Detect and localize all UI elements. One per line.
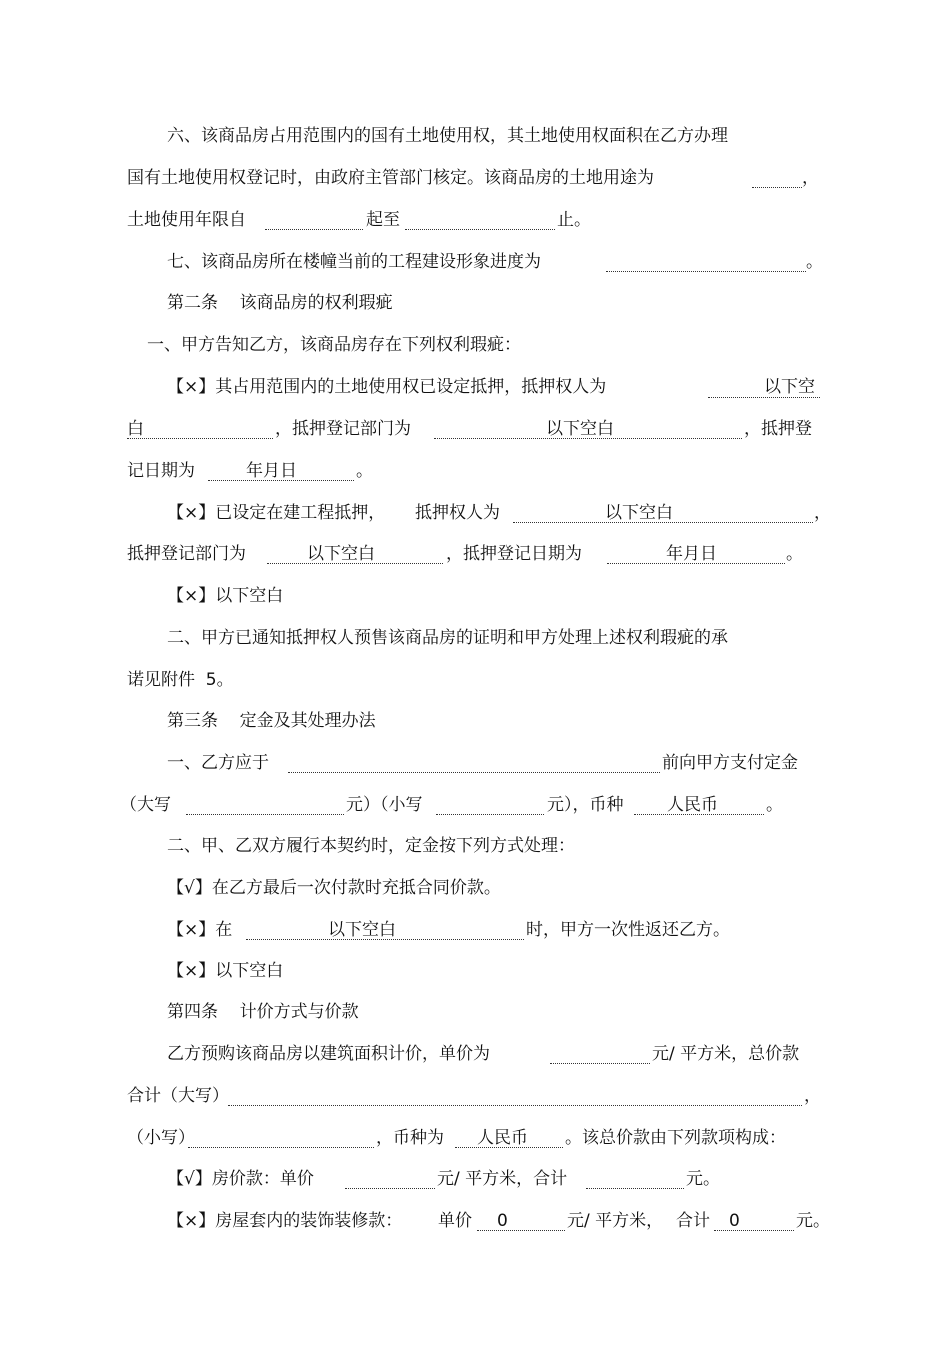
mortgage-dept-value-2: 以下空白 — [307, 544, 375, 564]
article-three-heading: 第三条 定金及其处理办法 — [167, 711, 376, 731]
checkbox-refund-label: 【×】在 — [167, 920, 233, 940]
checkbox-construction-mortgage: 【×】已设定在建工程抵押， — [167, 503, 386, 523]
decoration-unit-field[interactable] — [477, 1230, 565, 1231]
article-three-p2: 二、甲、乙双方履行本契约时，定金按下列方式处理： — [167, 836, 575, 856]
refund-condition-value: 以下空白 — [328, 920, 396, 940]
checkbox-house-price: 【√】房价款：单价 — [167, 1169, 314, 1189]
decoration-unit-value: 0 — [497, 1211, 508, 1231]
deposit-capital-field[interactable] — [186, 814, 344, 815]
comma: ， — [814, 503, 831, 523]
deposit-lower-field[interactable] — [436, 814, 544, 815]
currency-label: ，币种为 — [376, 1128, 444, 1148]
total-capital-label: 合计（大写） — [127, 1086, 229, 1106]
deposit-capital-label: （大写 — [120, 795, 171, 815]
mortgage-date-value: 年月日 — [246, 461, 297, 481]
land-term-end-label: 止。 — [557, 210, 591, 230]
currency-value: 人民币 — [477, 1128, 528, 1148]
total-lower-label: （小写） — [127, 1128, 195, 1148]
checkbox-land-mortgage: 【×】其占用范围内的土地使用权已设定抵押，抵押权人为 — [167, 377, 607, 397]
checkbox-blank-2: 【×】以下空白 — [167, 961, 284, 981]
land-use-field[interactable] — [752, 187, 802, 188]
land-term-start-field[interactable] — [265, 229, 363, 230]
deposit-date-field[interactable] — [288, 772, 660, 773]
land-term-end-field[interactable] — [405, 229, 555, 230]
period: 。 — [786, 544, 803, 564]
house-total-field[interactable] — [586, 1188, 684, 1189]
mortgagee-field-cont[interactable] — [127, 438, 273, 439]
decoration-unit-label: 单价 — [438, 1211, 472, 1231]
mortgage-reg-label: ，抵押登 — [744, 419, 812, 439]
article-four-heading: 第四条 计价方式与价款 — [167, 1002, 359, 1022]
house-unit-price-field[interactable] — [345, 1188, 435, 1189]
article-two-heading: 第二条 该商品房的权利瑕疵 — [167, 293, 393, 313]
decoration-total-value: 0 — [729, 1211, 740, 1231]
refund-clause-end: 时，甲方一次性返还乙方。 — [526, 920, 730, 940]
decoration-total-label-2: 合计 — [676, 1211, 710, 1231]
mortgagee-label-2: 抵押权人为 — [415, 503, 500, 523]
clause-six-line1: 六、该商品房占用范围内的国有土地使用权，其土地使用权面积在乙方办理 — [167, 126, 728, 146]
unit-price-label: 乙方预购该商品房以建筑面积计价，单价为 — [167, 1044, 490, 1064]
price-composition-label: 。该总价款由下列款项构成： — [565, 1128, 786, 1148]
checkbox-decoration: 【×】房屋套内的装饰装修款： — [167, 1211, 403, 1231]
deposit-currency-value: 人民币 — [667, 795, 718, 815]
period: 。 — [766, 795, 783, 815]
article-two-p2-cont: 诺见附件 5。 — [127, 670, 234, 690]
mortgage-dept-label: ，抵押登记部门为 — [275, 419, 411, 439]
checkbox-offset-price: 【√】在乙方最后一次付款时充抵合同价款。 — [167, 878, 501, 898]
clause-six-line2: 国有土地使用权登记时，由政府主管部门核定。该商品房的土地用途为 — [127, 168, 654, 188]
progress-field[interactable] — [606, 271, 806, 272]
period: 。 — [806, 252, 823, 272]
yuan-label-2: 元。 — [796, 1211, 830, 1231]
clause-seven: 七、该商品房所在楼幢当前的工程建设形象进度为 — [167, 252, 541, 272]
total-price-label: 元/ 平方米，总价款 — [652, 1044, 800, 1064]
article-two-p2: 二、甲方已通知抵押权人预售该商品房的证明和甲方处理上述权利瑕疵的承 — [167, 628, 728, 648]
mortgagee-value-cont: 白 — [127, 419, 144, 439]
deposit-clause-label: 一、乙方应于 — [167, 753, 269, 773]
deposit-lower-label: 元）（小写 — [346, 795, 423, 815]
land-term-label: 土地使用年限自 — [127, 210, 246, 230]
mortgage-dept-label-2: 抵押登记部门为 — [127, 544, 246, 564]
mortgage-reg-label-cont: 记日期为 — [127, 461, 195, 481]
mortgage-date-value-2: 年月日 — [666, 544, 717, 564]
comma: ， — [802, 168, 819, 188]
total-capital-field[interactable] — [228, 1105, 802, 1106]
period: 。 — [356, 461, 373, 481]
article-two-p1: 一、甲方告知乙方，该商品房存在下列权利瑕疵： — [147, 335, 521, 355]
unit-price-field[interactable] — [550, 1063, 650, 1064]
decoration-total-label: 元/ 平方米， — [567, 1211, 664, 1231]
deposit-pay-label: 前向甲方支付定金 — [662, 753, 798, 773]
house-total-label: 元/ 平方米，合计 — [437, 1169, 568, 1189]
deposit-currency-label: 元），币种 — [547, 795, 624, 815]
yuan-label: 元。 — [686, 1169, 720, 1189]
mortgage-dept-value: 以下空白 — [546, 419, 614, 439]
land-term-to-label: 起至 — [366, 210, 400, 230]
mortgagee-value: 以下空 — [764, 377, 815, 397]
checkbox-blank: 【×】以下空白 — [167, 586, 284, 606]
total-lower-field[interactable] — [188, 1147, 374, 1148]
mortgage-date-label-2: ，抵押登记日期为 — [446, 544, 582, 564]
comma: ， — [804, 1086, 821, 1106]
mortgagee-value-2: 以下空白 — [605, 503, 673, 523]
decoration-total-field[interactable] — [714, 1230, 794, 1231]
